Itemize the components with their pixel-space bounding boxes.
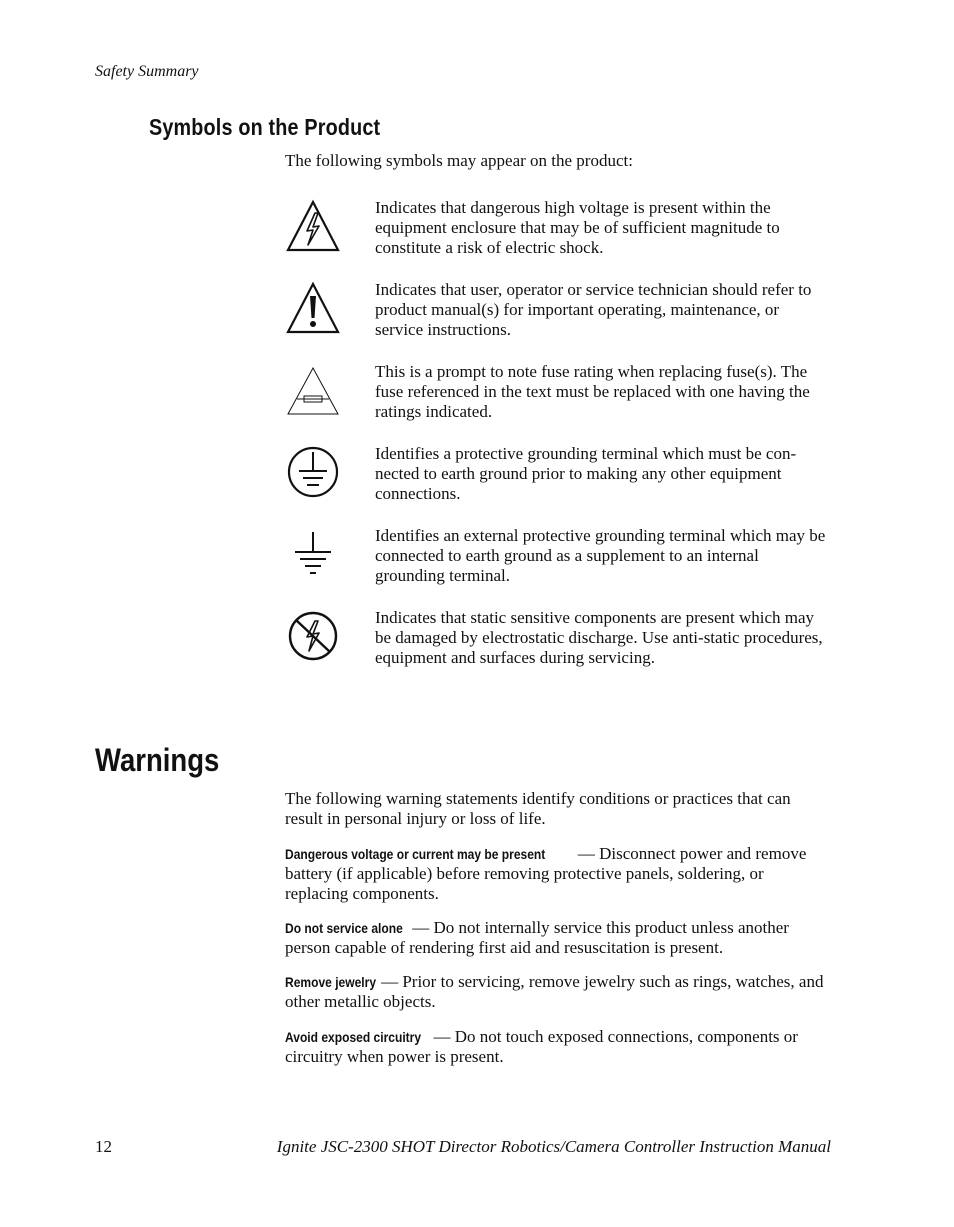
warning-text: — Disconnect power and remove battery (if applicable) before removing protective panels, soldering, or replacing components.: [285, 844, 807, 903]
symbol-row-protective-ground: [285, 444, 830, 514]
protective-ground-icon: [285, 444, 341, 500]
symbol-row-fuse: [285, 362, 830, 432]
section-heading-symbols: Symbols on the Product: [149, 114, 381, 140]
symbol-description: Identifies an external protective grounding terminal which may be connected to earth ground as a supplement to an internal grounding terminal.: [375, 526, 826, 585]
warning-term: Do not service alone: [285, 920, 403, 936]
symbol-description: Indicates that dangerous high voltage is present within the equipment enclosure that may be of sufficient magnitude to constitute a risk of electric shock.: [375, 198, 780, 257]
running-head: Safety Summary: [95, 63, 199, 80]
symbol-row-high-voltage: [285, 198, 830, 268]
symbol-row-caution: [285, 280, 830, 350]
warning-item: [285, 1027, 830, 1067]
warning-term: Remove jewelry: [285, 974, 377, 990]
symbol-description: Identifies a protective grounding terminal which must be con-nected to earth ground prior to making any other equipment connections.: [375, 444, 797, 503]
symbol-row-esd: [285, 608, 830, 678]
warning-text: — Do not touch exposed connections, components or circuitry when power is present.: [285, 1027, 798, 1066]
warning-term: Avoid exposed circuitry: [285, 1029, 422, 1045]
warning-term: Dangerous voltage or current may be present: [285, 846, 546, 862]
symbols-intro: The following symbols may appear on the product:: [285, 151, 633, 170]
caution-icon: [285, 280, 341, 336]
external-ground-icon: [285, 526, 341, 582]
symbol-description: Indicates that static sensitive components are present which may be damaged by electrostatic discharge. Use anti-static procedures, equipment and surfaces during servicing.: [375, 608, 823, 667]
warning-item: [285, 918, 830, 958]
warning-item: [285, 972, 830, 1012]
esd-icon: [285, 608, 341, 664]
document-title: Ignite JSC-2300 SHOT Director Robotics/Camera Controller Instruction Manual: [276, 1137, 831, 1156]
page-number: 12: [95, 1137, 112, 1156]
high-voltage-icon: [285, 198, 341, 254]
warnings-intro: The following warning statements identify conditions or practices that can result in personal injury or loss of life.: [285, 789, 791, 828]
fuse-icon: [285, 362, 341, 418]
symbol-description: This is a prompt to note fuse rating when replacing fuse(s). The fuse referenced in the text must be replaced with one having the ratings indicated.: [375, 362, 810, 421]
warning-text: — Do not internally service this product unless another person capable of rendering first aid and resuscitation is present.: [285, 918, 789, 957]
symbol-description: Indicates that user, operator or service technician should refer to product manual(s) for important operating, maintenance, or service instructions.: [375, 280, 812, 339]
section-heading-warnings: Warnings: [95, 742, 220, 778]
symbol-row-external-ground: [285, 526, 830, 596]
warning-text: — Prior to servicing, remove jewelry such as rings, watches, and other metallic objects.: [285, 972, 824, 1011]
warning-item: [285, 844, 830, 904]
